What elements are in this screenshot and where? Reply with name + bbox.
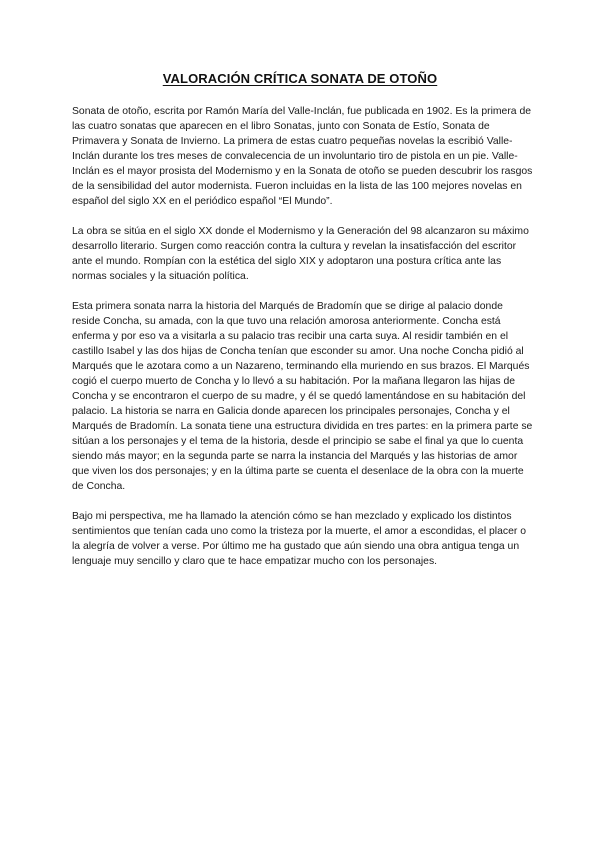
document-body: [72, 104, 534, 584]
paragraph-summary: Esta primera sonata narra la historia del Marqués de Bradomín que se dirige al palacio donde reside Concha, su amada, con la que tuvo una relación amorosa anteriormente. Concha está enferma y por eso va a visitarla a su palacio tras recibir una carta suya. Al residir también en el castillo Isabel y las dos hijas de Concha tenían que esconder su amor. Una noche Concha pidió al Marqués que le azotara como a un Nazareno, terminando ella muriendo en sus brazos. El Marqués cogió el cuerpo muerto de Concha y lo llevó a su habitación. Por la mañana llegaron las hijas de Concha y se encontraron el cuerpo de su madre, y él se quedó lamentándose en su habitación del palacio. La historia se narra en Galicia donde aparecen los principales personajes, Concha y el Marqués de Bradomín. La sonata tiene una estructura dividida en tres partes: en la primera parte se sitúan a los personajes y el tema de la historia, desde el principio se sabe el final ya que lo cuenta siendo más mayor; en la segunda parte se narra la instancia del Marqués y las historias de amor que viven los dos personajes; y en la última parte se cuenta el desenlace de la obra con la muerte de Concha.: [72, 301, 533, 492]
paragraph-introduction: Sonata de otoño, escrita por Ramón María del Valle-Inclán, fue publicada en 1902. Es la primera de las cuatro sonatas que aparecen en el libro Sonatas, junto con Sonata de Estío, Sonata de Primavera y Sonata de Invierno. La primera de estas cuatro pequeñas novelas la escribió Valle-Inclán durante los tres meses de convalecencia de un involuntario tiro de pistola en un pie. Valle-Inclán es el mayor prosista del Modernismo y en la Sonata de otoño se pueden descubrir los rasgos de la sensibilidad del autor modernista. Fueron incluidas en la lista de las 100 mejores novelas en español del siglo XX en el periódico español “El Mundo”.: [72, 106, 533, 207]
paragraph-context: La obra se sitúa en el siglo XX donde el Modernismo y la Generación del 98 alcanzaron su máximo desarrollo literario. Surgen como reacción contra la cultura y revelan la insatisfacción del escritor ante el mundo. Rompían con la estética del siglo XIX y adoptaron una postura crítica ante las normas sociales y la situación política.: [72, 226, 529, 282]
paragraph-opinion: Bajo mi perspectiva, me ha llamado la atención cómo se han mezclado y explicado los distintos sentimientos que tenían cada uno como la tristeza por la muerte, el amor a escondidas, el placer o la alegría de volver a verse. Por último me ha gustado que aún siendo una obra antigua tenga un lenguaje muy sencillo y claro que te hace empatizar mucho con los personajes.: [72, 511, 526, 567]
document-title: VALORACIÓN CRÍTICA SONATA DE OTOÑO: [162, 71, 438, 86]
